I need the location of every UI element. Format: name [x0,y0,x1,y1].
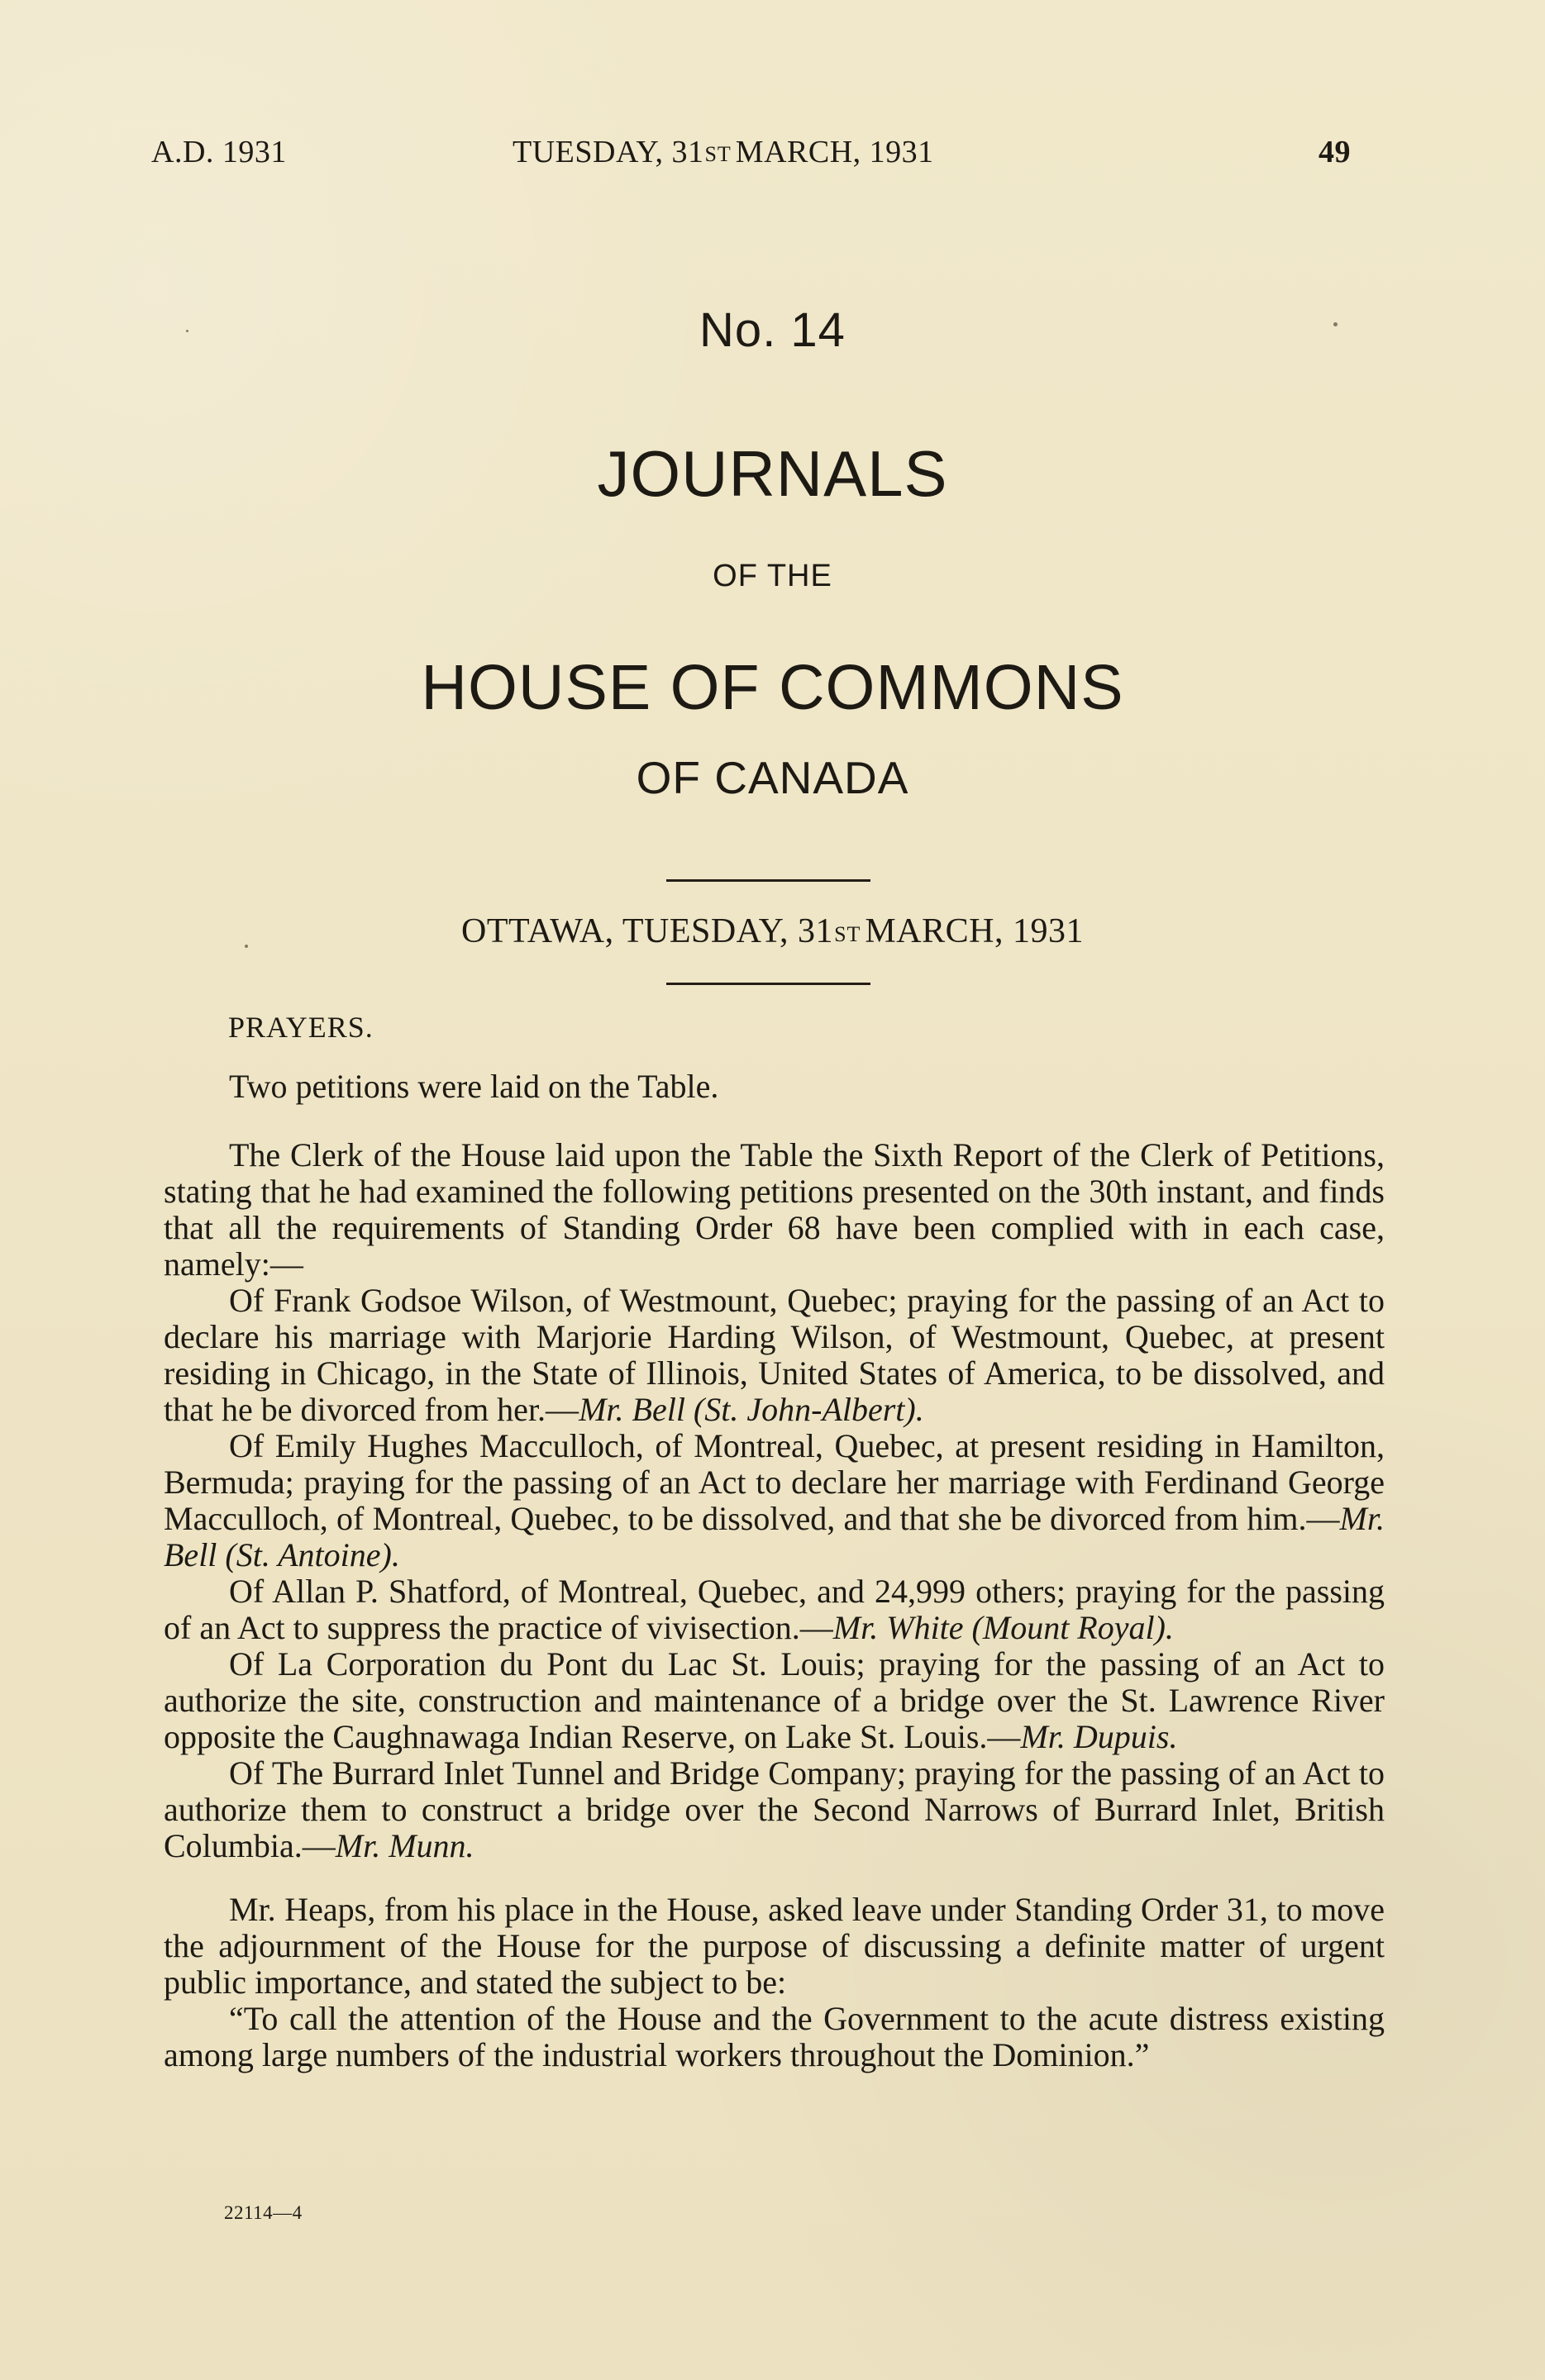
petition-pont-du-lac [164,1646,1385,1755]
page-number: 49 [1318,135,1351,169]
petition-wilson-text: Of Frank Godsoe Wilson, of Westmount, Quebec; praying for the passing of an Act to declare his marriage with Marjorie Harding Wilson, of Westmount, Quebec, at present residing in Chicago, in the State of Illinois, United States of America, to be dissolved, and that he be divorced from her.— [164,1282,1385,1428]
running-head-center-rest: MARCH, 1931 [735,135,934,169]
running-head-left: A.D. 1931 [151,135,287,169]
petition-pont-du-lac-member: Mr. Dupuis. [1020,1718,1178,1755]
petition-burrard-text: Of The Burrard Inlet Tunnel and Bridge Company; praying for the passing of an Act to authorize them to construct a bridge over the Second Narrows of Burrard Inlet, British Columbia.— [164,1754,1385,1864]
prayers-heading: PRAYERS. [228,1011,374,1044]
body-column [164,1009,1385,2073]
petition-burrard [164,1755,1385,1864]
canada-title: OF CANADA [636,752,909,803]
petition-shatford [164,1573,1385,1646]
running-head-center [513,136,934,168]
of-the-label: OF THE [713,559,832,593]
petition-macculloch-text: Of Emily Hughes Macculloch, of Montreal, Quebec, at present residing in Hamilton, Bermuda; praying for the passing of an Act to declare her marriage with Ferdinand George Macculloch, of Montreal, Quebec, to be dissolved, and that she be divorced from him.— [164,1427,1385,1537]
paragraph-subject-quote: “To call the attention of the House and the Government to the acute distress existing among large numbers of the industrial workers throughout the Dominion.” [164,2000,1385,2073]
paragraph-clerk-report: The Clerk of the House laid upon the Table the Sixth Report of the Clerk of Petitions, stating that he had examined the following petitions presented on the 30th instant, and finds that all the requirements of Standing Order 68 have been complied with in each case, namely:— [164,1136,1385,1283]
dateline-small: ST [834,922,861,946]
dateline-rest: MARCH, 1931 [865,912,1084,950]
petition-burrard-member: Mr. Munn. [335,1827,474,1864]
running-head-center-prefix: TUESDAY, 31 [513,135,704,169]
petition-shatford-member: Mr. White (Mount Royal). [832,1609,1174,1646]
paragraph-heaps-motion: Mr. Heaps, from his place in the House, asked leave under Standing Order 31, to move the adjournment of the House for the purpose of discussing a definite matter of urgent public importance, and stated the subject to be: [164,1891,1385,2001]
paragraph-petitions-laid: Two petitions were laid on the Table. [229,1068,719,1105]
journals-title: JOURNALS [597,437,948,510]
petition-wilson-member: Mr. Bell (St. John-Albert). [579,1391,924,1428]
issue-number: No. 14 [699,303,846,357]
running-head [0,136,1545,178]
petition-macculloch-member: Mr. Bell (St. Antoine). [164,1500,1385,1573]
house-title: HOUSE OF COMMONS [421,652,1124,723]
petition-macculloch [164,1428,1385,1573]
footer-code: 22114—4 [224,2202,303,2223]
title-rule-bottom [666,983,870,985]
dateline-prefix: OTTAWA, TUESDAY, 31 [461,912,834,950]
title-rule-top [666,879,870,882]
petition-shatford-text: Of Allan P. Shatford, of Montreal, Quebec, and 24,999 others; praying for the passing of an Act to suppress the practice of vivisection.— [164,1573,1385,1646]
petition-wilson [164,1283,1385,1428]
petition-pont-du-lac-text: Of La Corporation du Pont du Lac St. Louis; praying for the passing of an Act to authorize the site, construction and maintenance of a bridge over the St. Lawrence River opposite the Caughnawaga Indian Reserve, on Lake St. Louis.— [164,1645,1385,1755]
dateline [0,914,1545,949]
running-head-center-small: ST [704,142,732,166]
